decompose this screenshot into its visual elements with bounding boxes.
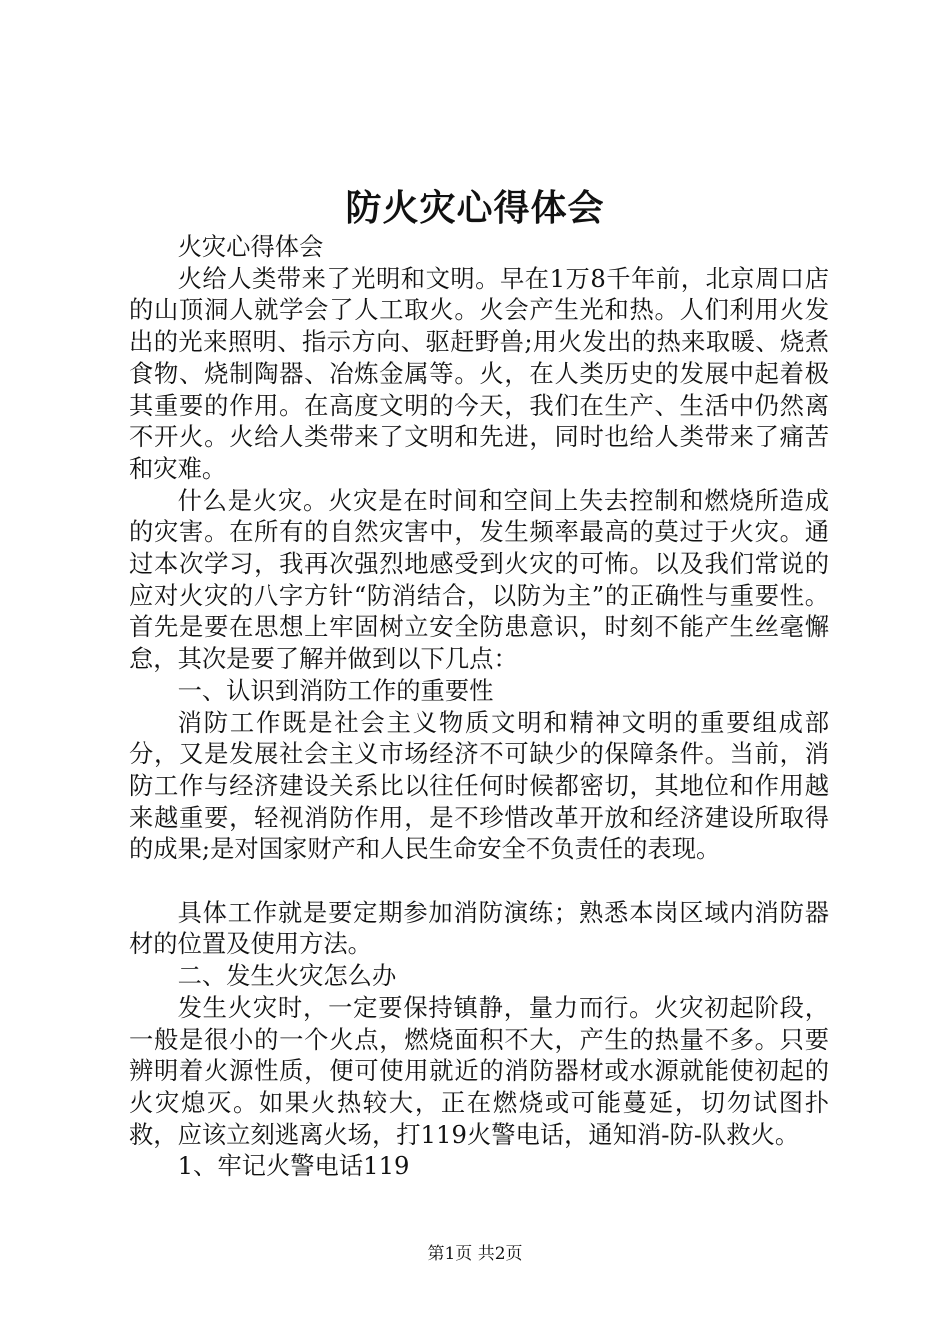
page-number-footer: 第1页 共2页	[427, 1244, 523, 1264]
list-item-1: 1、牢记火警电话119	[177, 1151, 410, 1181]
document-body	[129, 231, 829, 1182]
paragraph-subtitle: 火灾心得体会	[177, 232, 324, 261]
paragraph-fire-history: 火给人类带来了光明和文明。早在1万8千年前，北京周口店的山顶洞人就学会了人工取火。火会产生光和热。人们利用火发出的光来照明、指示方向、驱赶野兽;用火发出的热来取暖、烧煮食物、烧制陶器、冶炼金属等。火，在人类历史的发展中起着极其重要的作用。在高度文明的今天，我们在生产、生活中仍然离不开火。火给人类带来了文明和先进，同时也给人类带来了痛苦和灾难。	[129, 263, 829, 483]
paragraph-fire-work-importance: 消防工作既是社会主义物质文明和精神文明的重要组成部分，又是发展社会主义市场经济不可缺少的保障条件。当前，消防工作与经济建设关系比以往任何时候都密切，其地位和作用越来越重要，轻视消防作用，是不珍惜改革开放和经济建设所取得的成果;是对国家财产和人民生命安全不负责任的表现。	[129, 707, 829, 864]
document-title: 防火灾心得体会	[345, 187, 605, 229]
paragraph-when-fire-occurs: 发生火灾时，一定要保持镇静，量力而行。火灾初起阶段，一般是很小的一个火点，燃烧面积不大，产生的热量不多。只要辨明着火源性质，便可使用就近的消防器材或水源就能使初起的火灾熄灭。如果火热较大，正在燃烧或可能蔓延，切勿试图扑救，应该立刻逃离火场，打119火警电话，通知消-防-队救火。	[129, 992, 829, 1149]
blank-line	[129, 865, 829, 897]
paragraph-specific-work: 具体工作就是要定期参加消防演练；熟悉本岗区域内消防器材的位置及使用方法。	[129, 897, 829, 959]
section-heading-2: 二、发生火灾怎么办	[177, 961, 397, 991]
section-heading-1: 一、认识到消防工作的重要性	[177, 675, 494, 705]
paragraph-what-is-fire: 什么是火灾。火灾是在时间和空间上失去控制和燃烧所造成的灾害。在所有的自然灾害中，发生频率最高的莫过于火灾。通过本次学习，我再次强烈地感受到火灾的可怖。以及我们常说的应对火灾的八字方针“防消结合，以防为主”的正确性与重要性。首先是要在思想上牢固树立安全防患意识，时刻不能产生丝毫懈怠，其次是要了解并做到以下几点：	[129, 485, 829, 674]
